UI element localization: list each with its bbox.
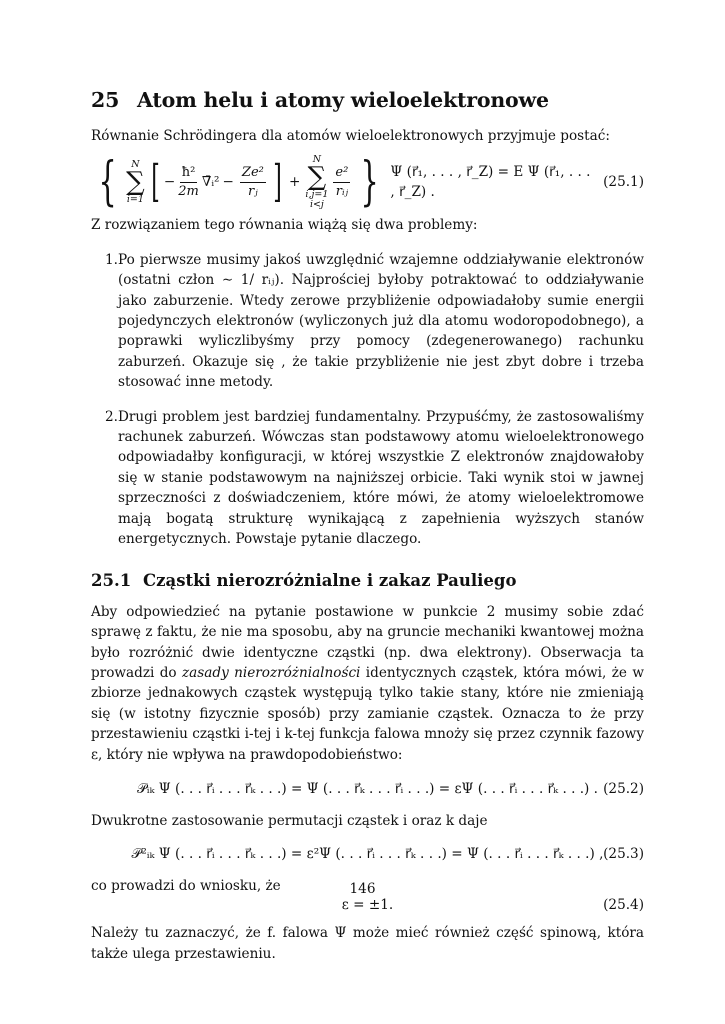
chapter-number: 25 (91, 88, 120, 112)
list-item-text: Drugi problem jest bardziej fundamentalny. Przypuśćmy, że zastosowaliśmy rachunek zaburzeń. Wówczas stan podstawowy atomu wieloelektronowego odpowiadałby konfiguracji, w której wszystkie Z elektronów znajdowałoby się w stanie podstawowym na najniższej orbicie. Taki wynik stoi w jawnej sprzeczności z doświadczeniem, które mówi, że atomy wieloelektromowe mają bogatą strukturę wynikającą z zapełnienia wyższych stanów energetycznych. Powstaje pytanie dlaczego. (118, 408, 644, 547)
chapter-title: Atom helu i atomy wieloelektronowe (137, 88, 549, 112)
section-title: Cząstki nierozróżnialne i zakaz Pauliego (143, 571, 517, 591)
list-marker: 2. (105, 408, 118, 425)
paragraph-spin-note: Należy tu zaznaczyć, że f. falowa Ψ może mieć również część spinową, która także ulega przestawieniu. (91, 925, 644, 962)
page-content (91, 90, 644, 964)
r-ij: rᵢⱼ (335, 183, 348, 199)
left-bracket: [ (150, 156, 160, 208)
paragraph-text: Aby odpowiedzieć na pytanie postawione w punkcie 2 musimy sobie zdać sprawę z faktu, że nie ma sposobu, aby na gruncie mechaniki kwantowej można było rozróżnić dwie identyczne cząstki (np. dwa elektrony). Obserwacja ta prowadzi do (91, 603, 644, 682)
emphasized-term: zasady nierozróżnialności (182, 665, 361, 682)
equation-25-3 (91, 844, 644, 864)
equation-25-2-body: 𝒫ᵢₖ Ψ (. . . r⃗ᵢ . . . r⃗ₖ . . .) = Ψ (. . . r⃗ₖ . . . r⃗ᵢ . . .) = εΨ (. . . r⃗ᵢ . . . r⃗ₖ . . .) . (136, 781, 599, 798)
equation-25-2 (91, 779, 644, 799)
paragraph-double-permutation: Dwukrotne zastosowanie permutacji cząstek i oraz k daje (91, 813, 488, 830)
section-number: 25.1 (91, 571, 132, 591)
list-marker: 1. (105, 251, 118, 268)
two-m: 2m (178, 183, 199, 199)
sum1-upper: N (131, 158, 140, 170)
right-brace: } (360, 152, 379, 213)
sum2-lower1: i,j=1 (305, 189, 329, 201)
equation-number: (25.1) (603, 173, 644, 190)
laplacian: ∇̄ᵢ² (201, 173, 220, 190)
problems-list (91, 250, 644, 550)
coulomb-fraction (240, 165, 266, 200)
sum2-lower2: i<j (309, 198, 324, 210)
problems-intro: Z rozwiązaniem tego równania wiążą się dwa problemy: (91, 217, 478, 234)
equation-number: (25.2) (603, 781, 644, 798)
paragraph-indistinguishability (91, 602, 644, 765)
list-item (91, 250, 644, 393)
left-brace: { (98, 152, 117, 213)
chapter-heading (91, 90, 644, 110)
ze-squared: Ze² (241, 164, 264, 180)
equation-25-4 (91, 895, 644, 915)
sum1-lower: i=1 (126, 194, 144, 206)
right-bracket: ] (273, 156, 282, 208)
equation-25-1 (91, 152, 644, 213)
equation-number: (25.3) (603, 845, 644, 862)
sum-over-i: N ∑ i=1 (126, 158, 145, 206)
equation-25-1-body: { N ∑ i=1 [ − $\frac{\text{ħ²}}{2m}$ ∇̄ᵢ² − $\frac{\text{Ze²}}{\text{rⱼ}}$ ] + N ∑ i,j=1 i<j $\frac{\text{e²}}{\text{rᵢⱼ}}$ } Ψ (r⃗₁, . . . , r⃗_Z) = E Ψ (r⃗₁, . . . , r⃗_Z) . (91, 155, 596, 210)
r-j: rⱼ (248, 183, 258, 199)
intro-paragraph: Równanie Schrödingera dla atomów wieloelektronowych przyjmuje postać: (91, 128, 610, 145)
equation-25-3-body: 𝒫²ᵢₖ Ψ (. . . r⃗ᵢ . . . r⃗ₖ . . .) = ε²Ψ (. . . r⃗ᵢ . . . r⃗ₖ . . .) = Ψ (. . . r⃗ᵢ . . . r⃗ₖ . . .) , (131, 845, 604, 862)
page-number: 146 (349, 881, 376, 897)
equation-number: (25.4) (603, 896, 644, 913)
interaction-fraction (333, 165, 350, 200)
section-heading (91, 571, 644, 591)
sum2-upper: N (312, 153, 322, 165)
e-squared: e² (335, 164, 349, 180)
paragraph-text: identycznych cząstek, która mówi, że w zbiorze jednakowych cząstek występują tylko takie stany, które nie zmieniają się (w istotny fizycznie sposób) przy zamianie cząstek. Oznacza to że przy przestawieniu cząstki i-tej i k-tej funkcja falowa mnoży się przez czynnik fazowy ε, który nie wpływa na prawdopodobieństwo: (91, 665, 644, 763)
equation-25-1-rhs: Ψ (r⃗₁, . . . , r⃗_Z) = E Ψ (r⃗₁, . . . , r⃗_Z) . (390, 163, 591, 201)
equation-25-4-body: ε = ±1. (341, 896, 394, 913)
sum-over-ij: N ∑ i,j=1 i<j (305, 153, 329, 210)
list-item-text: Po pierwsze musimy jakoś uwzględnić wzajemne oddziaływanie elektronów (ostatni człon ∼ 1/ rᵢⱼ). Najprościej byłoby potraktować to oddziaływanie jako zaburzenie. Wtedy zerowe przybliżenie odpowiadałoby sumie energii pojedynczych elektronów (wyliczonych już dla atomu wodoropodobnego), a poprawki wyliczlibyśmy przy pomocy (zdegenerowanego) rachunku zaburzeń. Okazuje się , że takie przybliżenie nie jest zbyt dobre i trzeba stosować inne metody. (118, 251, 644, 391)
hbar-squared: ħ² (180, 165, 198, 183)
paragraph-conclusion-lead: co prowadzi do wniosku, że (91, 878, 281, 895)
kinetic-fraction (178, 165, 199, 200)
list-item (91, 407, 644, 550)
